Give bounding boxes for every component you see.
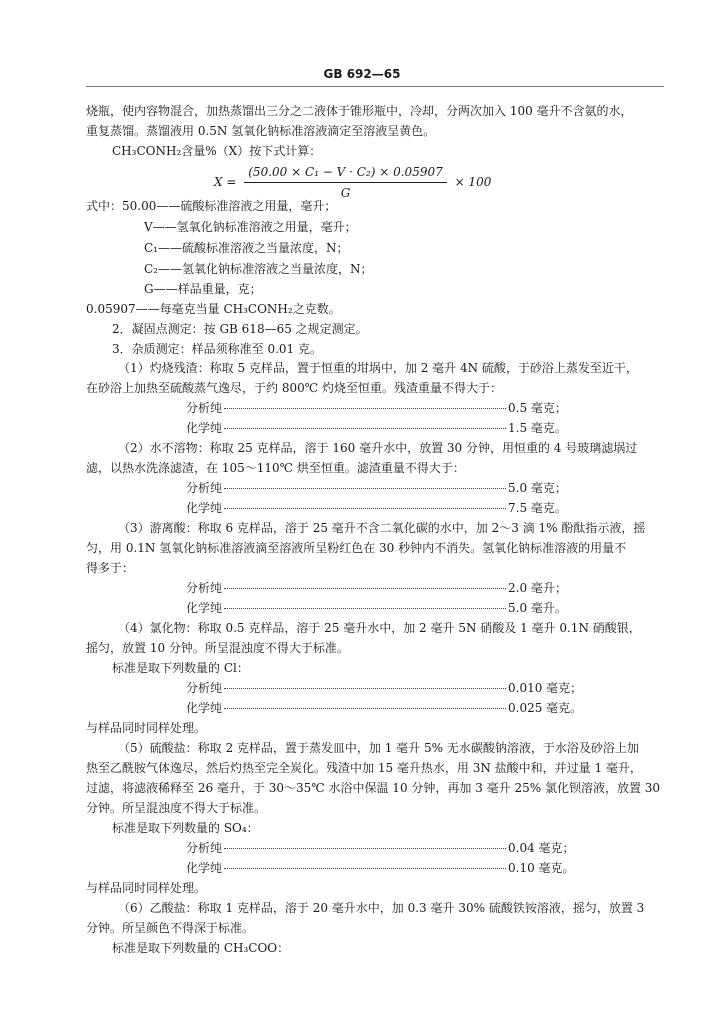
leader-dots [224,688,506,689]
grade-label: 分析纯 [186,401,223,415]
leader-dots [224,608,506,609]
grade-label: 化学纯 [186,421,223,435]
limit-row [186,420,567,436]
paragraph-line: 标准是取下列数量的 Cl： [112,661,249,675]
formula-fraction [244,164,446,201]
grade-label: 分析纯 [186,681,223,695]
formula-numerator: (50.00 × C₁ − V · C₂) × 0.05907 [244,164,446,183]
definition-line: 式中：50.00——硫酸标准溶液之用量，毫升； [86,199,337,213]
limit-row [186,860,575,876]
paragraph-line: 过滤，将滤液稀释至 26 毫升，于 30～35℃ 水浴中保温 10 分钟，再加 3 毫升 25% 氯化钡溶液，放置 30 [86,781,661,795]
paragraph-line: （5）硫酸盐：称取 2 克样品，置于蒸发皿中，加 1 毫升 5% 无水碳酸钠溶液，于水浴及砂浴上加 [118,741,639,755]
paragraph-line: 标准是取下列数量的 CH₃COO： [112,941,290,955]
section-3: 3．杂质测定：样品须称准至 0.01 克。 [112,342,322,356]
paragraph-line: （3）游离酸：称取 6 克样品，溶于 25 毫升不含二氧化碳的水中，加 2～3 滴 1% 酚酞指示液，摇 [118,521,646,535]
leader-dots [224,868,506,869]
section-2: 2．凝固点测定：按 GB 618—65 之规定测定。 [112,322,368,336]
leader-dots [224,508,506,509]
paragraph-line: （4）氯化物：称取 0.5 克样品，溶于 25 毫升水中，加 2 毫升 5N 硝酸及 1 毫升 0.1N 硝酸银， [118,621,641,635]
paragraph-line: 滤，以热水洗涤滤渣，在 105～110℃ 烘至恒重。滤渣重量不得大于： [86,461,465,475]
definition-line: 0.05907——每毫克当量 CH₃CONH₂之克数。 [86,302,341,316]
grade-label: 分析纯 [186,841,223,855]
limit-value: 0.010 毫克； [508,681,583,695]
limit-row [186,480,567,496]
leader-dots [224,408,506,409]
limit-row [186,580,567,596]
limit-value: 0.10 毫克。 [508,861,575,875]
definition-line: V——氢氧化钠标准溶液之用量，毫升； [144,220,357,234]
paragraph-line: 标准是取下列数量的 SO₄： [112,821,259,835]
page-header: GB 692—65 [323,67,401,81]
limit-row [186,700,582,716]
paragraph-line: 与样品同时同样处理。 [86,721,207,735]
paragraph-line: 分钟。所呈混浊度不得大于标准。 [86,801,267,815]
leader-dots [224,488,506,489]
paragraph-line: （2）水不溶物：称取 25 克样品，溶于 160 毫升水中，放置 30 分钟，用恒重的 4 号玻璃滤埚过 [118,441,638,455]
formula-right: × 100 [454,175,492,189]
paragraph-line: 得多于： [86,561,135,575]
definition-line: C₂——氢氧化钠标准溶液之当量浓度，N； [144,262,373,276]
grade-label: 化学纯 [186,701,223,715]
calculation-formula [214,164,491,201]
formula-left: X = [214,175,237,189]
formula-denominator: G [340,186,351,200]
limit-row [186,680,582,696]
limit-value: 5.0 毫升。 [508,601,567,615]
limit-value: 0.5 毫克； [508,401,567,415]
limit-value: 0.025 毫克。 [508,701,583,715]
leader-dots [224,428,506,429]
paragraph-line: 在砂浴上加热至硫酸蒸气逸尽，于约 800℃ 灼烧至恒重。残渣重量不得大于： [86,381,502,395]
limit-value: 5.0 毫克； [508,481,567,495]
paragraph-line: （6）乙酸盐：称取 1 克样品，溶于 20 毫升水中，加 0.3 毫升 30% 硫酸铁铵溶液，摇匀，放置 3 [118,901,645,915]
paragraph-line: 烧瓶，使内容物混合，加热蒸馏出三分之二液体于锥形瓶中，冷却，分两次加入 100 毫升不含氨的水， [86,104,633,118]
paragraph-line: 分钟。所呈颜色不得深于标准。 [86,921,255,935]
leader-dots [224,848,506,849]
grade-label: 分析纯 [186,481,223,495]
paragraph-line: 匀，用 0.1N 氢氧化钠标准溶液滴至溶液所呈粉红色在 30 秒钟内不消失。氢氧化钠标准溶液的用量不 [86,541,627,555]
paragraph-line: 摇匀，放置 10 分钟。所呈混浊度不得大于标准。 [86,641,349,655]
leader-dots [224,588,506,589]
definition-line: C₁——硫酸标准溶液之当量浓度，N； [144,241,349,255]
paragraph-line: 与样品同时同样处理。 [86,881,207,895]
grade-label: 分析纯 [186,581,223,595]
grade-label: 化学纯 [186,601,223,615]
limit-value: 2.0 毫升； [508,581,567,595]
limit-row [186,600,567,616]
limit-row [186,840,575,856]
limit-row [186,500,567,516]
header-rule [86,86,664,87]
grade-label: 化学纯 [186,861,223,875]
limit-value: 7.5 毫克。 [508,501,567,515]
leader-dots [224,708,506,709]
limit-row [186,400,567,416]
paragraph-line: 重复蒸馏。蒸馏液用 0.5N 氢氧化钠标准溶液滴定至溶液呈黄色。 [86,124,436,138]
limit-value: 1.5 毫克。 [508,421,567,435]
paragraph-line: （1）灼烧残渣：称取 5 克样品，置于恒重的坩埚中，加 2 毫升 4N 硫酸，于砂浴上蒸发至近干， [118,361,638,375]
paragraph-line: 热至乙酰胺气体逸尽，然后灼热至完全炭化。残渣中加 15 毫升热水，用 3N 盐酸中和，并过量 1 毫升， [86,761,642,775]
formula-intro: CH₃CONH₂含量%（X）按下式计算： [112,144,322,158]
grade-label: 化学纯 [186,501,223,515]
definition-line: G——样品重量，克； [144,282,262,296]
limit-value: 0.04 毫克； [508,841,575,855]
